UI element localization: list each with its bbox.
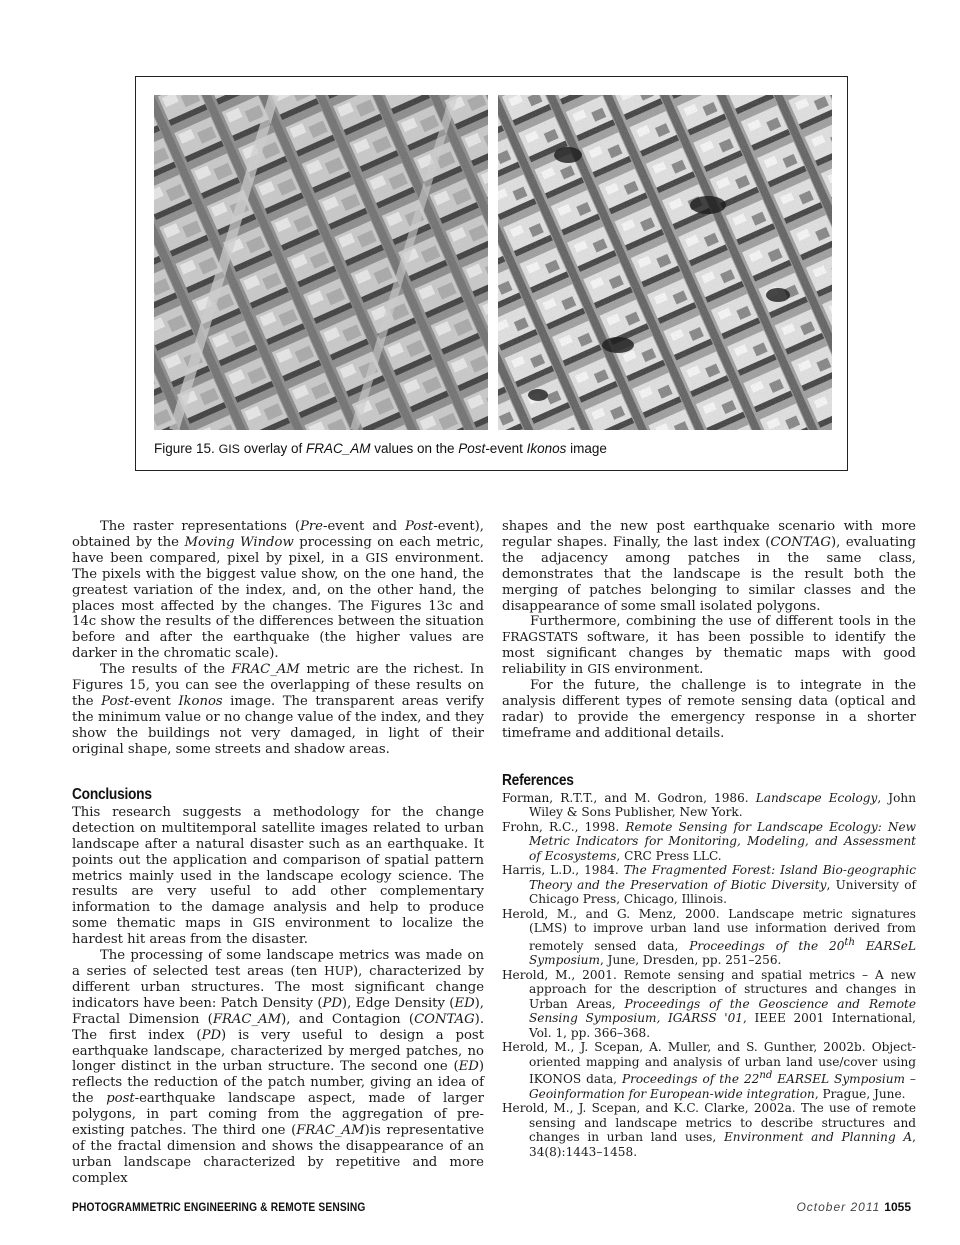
reference-item: Herold, M., J. Scepan, and K.C. Clarke, 2002a. The use of remote sensing and landscape metrics to describe structures and changes in urban land uses, Environment and Planning A, 34(8):1443–1458. — [502, 1101, 916, 1159]
references-section — [502, 774, 916, 1159]
page-footer-right — [796, 1200, 911, 1214]
journal-name: PHOTOGRAMMETRIC ENGINEERING & REMOTE SENSING — [72, 1200, 366, 1214]
figure-15 — [135, 76, 848, 471]
paragraph-raster: The raster representations (Pre-event and Post-event), obtained by the Moving Window processing on each metric, have been compared, pixel by pixel, in a GIS environment. The pixels with the biggest value show, on the one hand, the greatest variation of the index, and, on the other hand, the places most affected by the changes. The Figures 13c and 14c show the results of the differences between the situation before and after the earthquake (the higher values are darker in the chromatic scale). — [72, 519, 484, 662]
paragraph-conclusions-2: The processing of some landscape metrics was made on a series of selected test areas (ten HUP), characterized by different urban structures. The most significant change indicators have been: Patch Density (PD), Edge Density (ED), Fractal Dimension (FRAC_AM), and Contagion (CONTAG). The first index (PD) is very useful to design a post earthquake landscape, characterized by merged patches, no longer distinct in the urban structure. The second one (ED) reflects the reduction of the patch number, giving an idea of the post-earthquake landscape aspect, made of larger polygons, in part coming from the aggregation of pre-existing patches. The third one (FRAC_AM)is representative of the fractal dimension and shows the disappearance of an urban landscape characterized by repetitive and more complex — [72, 948, 485, 1186]
issue-date: October 2011 — [796, 1200, 881, 1214]
left-column — [72, 519, 484, 758]
paragraph-frac-am: The results of the FRAC_AM metric are the richest. In Figures 15, you can see the overlapping of these results on the Post-event Ikonos image. The transparent areas verify the minimum value or no change value of the index, and they show the buildings not very damaged, in light of their original shape, some streets and shadow areas. — [72, 662, 485, 757]
paragraph-continued: shapes and the new post earthquake scenario with more regular shapes. Finally, the last index (CONTAG), evaluating the adjacency among patches in the same class, demonstrates that the landscape is the result both the merging of patches belonging to similar classes and the disappearance of some small isolated polygons. — [502, 519, 916, 614]
page-number: 1055 — [884, 1200, 911, 1214]
reference-item: Herold, M., J. Scepan, A. Muller, and S. Gunther, 2002b. Object-oriented mapping and analysis of urban land use/cover using IKONOS data, Proceedings of the 22nd EARSEL Symposium – Geoinformation for European-wide integration, Prague, June. — [502, 1040, 916, 1101]
reference-item: Herold, M., 2001. Remote sensing and spatial metrics – A new approach for the description of structures and changes in Urban Areas, Proceedings of the Geoscience and Remote Sensing Symposium, IGARSS '01, IEEE 2001 International, Vol. 1, pp. 366–368. — [502, 967, 916, 1040]
reference-item: Herold, M., and G. Menz, 2000. Landscape metric signatures (LMS) to improve urban land use information derived from remotely sensed data, Proceedings of the 20th EARSeL Symposium, June, Dresden, pp. 251–256. — [502, 906, 916, 968]
reference-item: Forman, R.T.T., and M. Godron, 1986. Landscape Ecology, John Wiley & Sons Publisher, New York. — [502, 790, 916, 819]
reference-item: Frohn, R.C., 1998. Remote Sensing for Landscape Ecology: New Metric Indicators for Monitoring, Modeling, and Assessment of Ecosystems, CRC Press LLC. — [502, 819, 916, 863]
paragraph-future: For the future, the challenge is to integrate in the analysis different types of remote sensing data (optical and radar) to provide the emergency response in a shorter timeframe and additional details. — [502, 678, 916, 741]
reference-item: Harris, L.D., 1984. The Fragmented Forest: Island Bio-geographic Theory and the Preservation of Biotic Diversity, University of Chicago Press, Chicago, Illinois. — [502, 863, 916, 906]
conclusions-heading: Conclusions — [72, 786, 152, 803]
right-column — [502, 519, 916, 742]
figure-image-ikonos-post-event — [154, 95, 488, 430]
references-heading: References — [502, 772, 574, 789]
conclusions-section — [72, 787, 484, 1187]
aerial-image-left — [154, 95, 488, 430]
paragraph-fragstats: Furthermore, combining the use of different tools in the FRAGSTATS software, it has been possible to identify the most significant changes by thematic maps with good reliability in GIS environment. — [502, 614, 916, 678]
figure-image-frac-am-overlay — [498, 95, 832, 430]
paragraph-conclusions-1: This research suggests a methodology for the change detection on multitemporal satellite images related to urban landscape after a natural disaster such as an earthquake. It points out the application and comparison of spatial pattern metrics mainly used in the landscape ecology science. The results are very useful to add other complementary information to the damage analysis and help to produce some thematic maps in GIS environment to localize the hardest hit areas from the disaster. — [72, 804, 484, 948]
figure-caption: Figure 15. GIS overlay of FRAC_AM values on the Post-event Ikonos image — [154, 441, 607, 456]
overlay-image-right — [498, 95, 832, 430]
